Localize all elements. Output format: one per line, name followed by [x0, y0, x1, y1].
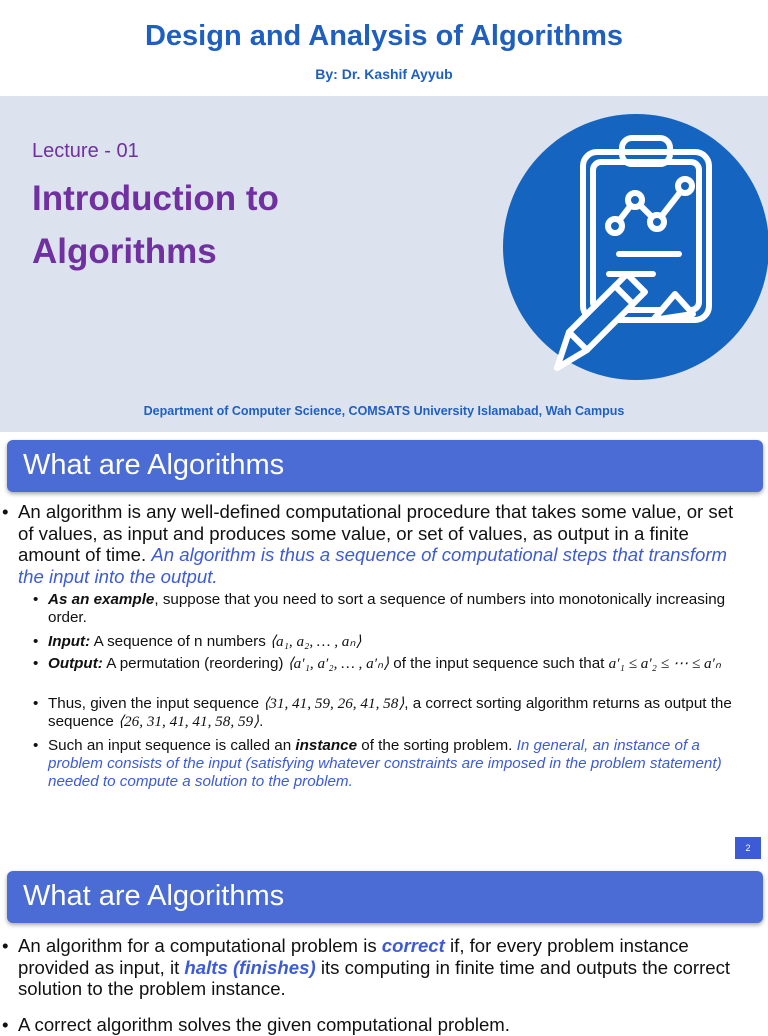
- main-bullet-3: [2, 1014, 748, 1036]
- bullet-text-cont: if, for every problem instance provided as input, it: [18, 935, 689, 978]
- input-label: Input:: [48, 633, 91, 650]
- sub-bullet-thus: [33, 695, 738, 731]
- thus-text: Thus, given the input sequence: [48, 695, 260, 712]
- thus-text-cont: , a correct sorting algorithm returns as output the sequence: [48, 695, 732, 730]
- example-text: , suppose that you need to sort a sequence of numbers into monotonically increasing order.: [48, 591, 726, 626]
- bullet-text-end: its computing in finite time and outputs the correct solution to the problem instance.: [18, 956, 731, 999]
- bullet-dot-icon: •: [33, 591, 39, 608]
- main-bullet: [2, 501, 748, 587]
- output-math: ⟨a′₁, a′₂, … , a′ₙ⟩: [287, 655, 390, 672]
- document-author: By: Dr. Kashif Ayyub: [315, 66, 453, 82]
- halts-term: halts (finishes): [184, 956, 316, 978]
- instance-text: Such an input sequence is called an: [48, 737, 292, 754]
- bullet-text: An algorithm for a computational problem is: [18, 935, 377, 956]
- instance-term: instance: [295, 737, 358, 754]
- input-sequence: ⟨31, 41, 59, 26, 41, 58⟩: [263, 695, 405, 712]
- clipboard-chart-pencil-icon: [503, 114, 768, 380]
- output-inequality: a′₁ ≤ a′₂ ≤ ⋯ ≤ a′ₙ: [608, 655, 721, 672]
- output-text: A permutation (reordering): [106, 655, 284, 672]
- lecture-number: Lecture - 01: [32, 140, 139, 162]
- bullet-dot-icon: •: [2, 501, 9, 522]
- bullet-dot-icon: •: [33, 737, 39, 754]
- example-label: As an example: [48, 591, 155, 608]
- department-footer: Department of Computer Science, COMSATS University Islamabad, Wah Campus: [143, 404, 625, 418]
- page-number-badge: 2: [735, 837, 761, 859]
- document-title: Design and Analysis of Algorithms: [144, 20, 624, 52]
- main-bullet-2: [2, 935, 748, 1000]
- output-label: Output:: [48, 655, 103, 672]
- sub-bullet-output: [33, 655, 738, 673]
- cover-illustration: [503, 114, 768, 380]
- cover-slide: [0, 96, 768, 432]
- sub-bullet-instance: [33, 737, 738, 791]
- slide-heading-bar: [7, 440, 763, 492]
- correct-term: correct: [381, 935, 445, 956]
- instance-highlight: In general, an instance of a problem consists of the input (satisfying whatever constraints are imposed in the problem statement) needed to compute a solution to the problem.: [48, 737, 722, 790]
- bullet-dot-icon: •: [33, 633, 39, 650]
- input-text: A sequence of n numbers: [93, 633, 266, 650]
- sub-bullet-input: [33, 633, 738, 651]
- thus-end: .: [259, 713, 264, 730]
- bullet-text-partial: A correct algorithm solves the given computational problem.: [18, 1014, 510, 1035]
- instance-text-cont: of the sorting problem.: [361, 737, 513, 754]
- output-sequence: ⟨26, 31, 41, 41, 58, 59⟩: [118, 713, 260, 730]
- slide-heading: What are Algorithms: [23, 880, 285, 912]
- bullet-dot-icon: •: [2, 935, 9, 956]
- bullet-text: An algorithm is any well-defined computational procedure that takes some value, or set of values, as input and produces some value, or set of values, as output in a finite amount of time.: [18, 501, 734, 565]
- bullet-highlight: An algorithm is thus a sequence of computational steps that transform the input into the output.: [18, 544, 728, 587]
- bullet-dot-icon: •: [33, 655, 39, 672]
- slide-heading-bar-2: [7, 871, 763, 923]
- slide-heading: What are Algorithms: [23, 449, 285, 481]
- sub-bullet-example: [33, 591, 738, 627]
- bullet-dot-icon: •: [2, 1014, 9, 1035]
- bullet-dot-icon: •: [33, 695, 39, 712]
- output-text-cont: of the input sequence such that: [393, 655, 605, 672]
- input-math: ⟨a₁, a₂, … , aₙ⟩: [270, 633, 362, 650]
- lecture-title: Introduction to Algorithms: [32, 179, 279, 271]
